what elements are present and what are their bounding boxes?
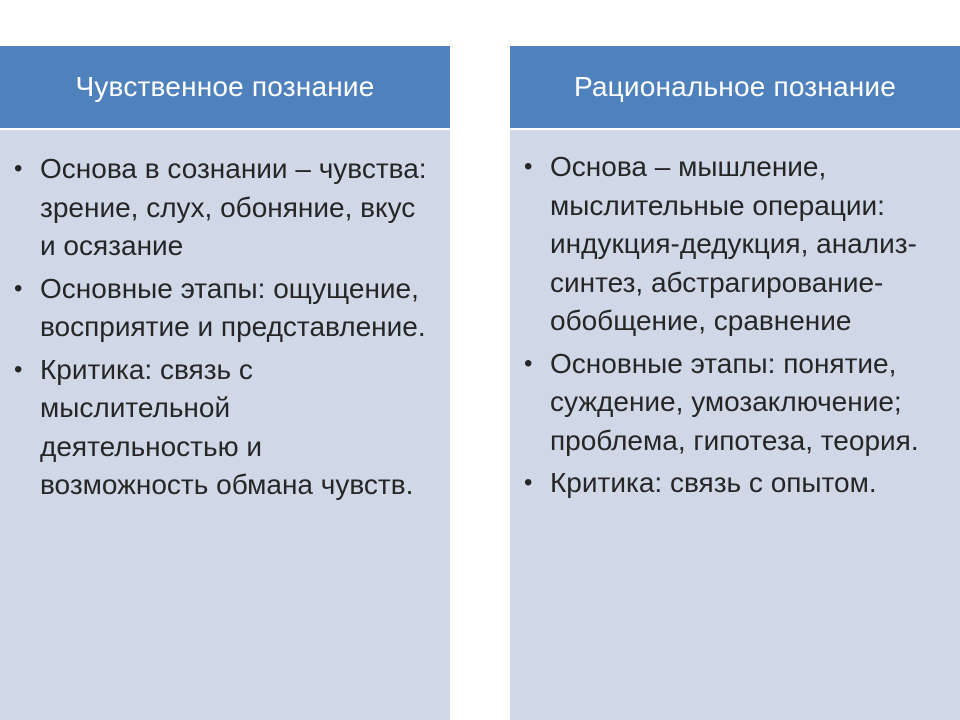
rational-knowledge-body (510, 130, 960, 503)
sensory-knowledge-column (0, 46, 450, 720)
bullet-icon: • (14, 355, 23, 383)
bullet-icon: • (524, 153, 533, 180)
sensory-knowledge-title: Чувственное познание (0, 46, 450, 130)
list-item (510, 464, 960, 503)
bullet-icon: • (14, 274, 23, 302)
rational-knowledge-title: Рациональное познание (510, 46, 960, 130)
list-item-text: Критика: связь с мыслительной деятельностью и возможность обмана чувств. (40, 353, 414, 500)
list-item (0, 270, 450, 347)
list-item (0, 351, 450, 505)
list-item-text: Критика: связь с опытом. (550, 467, 877, 498)
list-item-text: Основные этапы: понятие, суждение, умозаключение; проблема, гипотеза, теория. (550, 347, 919, 456)
sensory-knowledge-list (0, 150, 450, 505)
bullet-icon: • (524, 349, 533, 377)
rational-knowledge-column (510, 46, 960, 720)
sensory-knowledge-body (0, 130, 450, 505)
list-item-text: Основа в сознании – чувства: зрение, слух, обоняние, вкус и осязание (40, 153, 427, 261)
list-item-text: Основа – мышление, мыслительные операции: индукция-дедукция, анализ-синтез, абстрагирование-обобщение, сравнение (550, 151, 917, 336)
rational-knowledge-list (510, 148, 960, 503)
list-item (0, 150, 450, 266)
bullet-icon: • (524, 469, 533, 496)
list-item (510, 148, 960, 341)
bullet-icon: • (14, 155, 23, 182)
list-item (510, 345, 960, 461)
list-item-text: Основные этапы: ощущение, восприятие и представление. (40, 272, 426, 342)
